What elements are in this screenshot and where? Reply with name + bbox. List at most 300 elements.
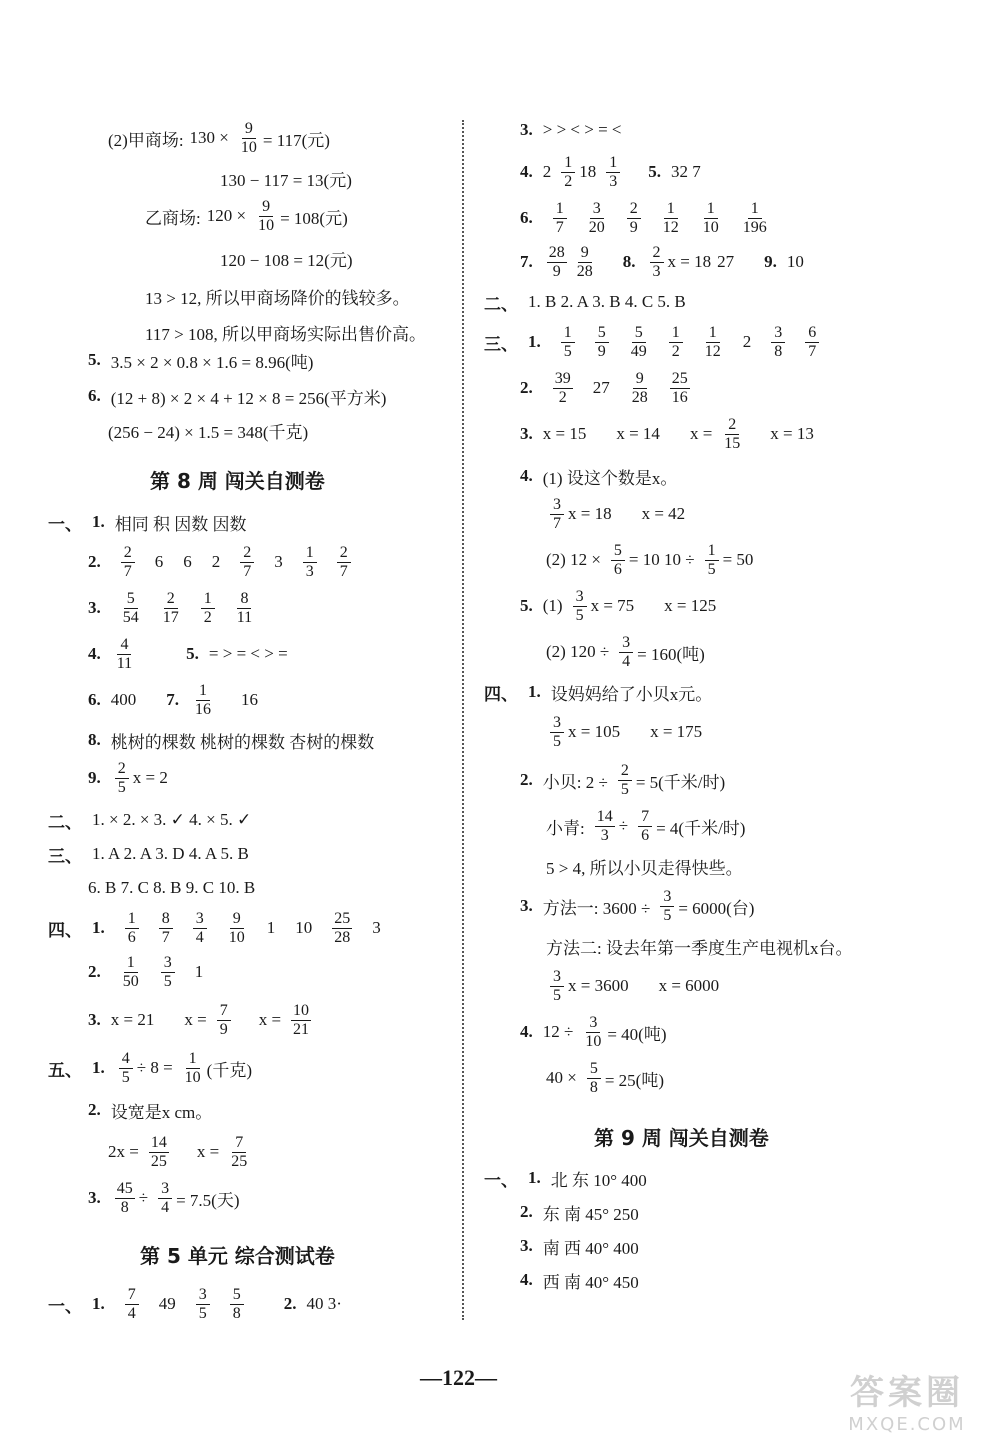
r22-b: = 40(吨) — [607, 1024, 667, 1044]
fraction — [201, 590, 215, 627]
fraction-numerator: 1 — [669, 324, 683, 343]
r20-text: 方法二: 设去年第一季度生产电视机x台。 — [546, 938, 853, 958]
fraction-denominator: 11 — [236, 608, 253, 626]
r17-fraction-1 — [595, 808, 615, 845]
fraction-numerator: 2 — [240, 544, 254, 563]
r1-text: > > < > = < — [542, 120, 622, 139]
fraction — [121, 590, 141, 627]
fraction-denominator: 7 — [123, 562, 132, 580]
fraction — [125, 910, 139, 947]
l7-num: 5. — [88, 350, 101, 369]
r2-fraction-2 — [606, 154, 620, 191]
fraction-denominator: 7 — [339, 562, 348, 580]
fraction-numerator: 5 — [230, 1286, 244, 1305]
r16-b: = 5(千米/时) — [635, 772, 726, 792]
section-heading-week8: 第 8 周 闯关自测卷 — [150, 469, 325, 493]
fraction — [240, 544, 254, 581]
fraction-denominator: 17 — [162, 608, 179, 626]
fraction — [630, 370, 650, 407]
r17-fraction-1-den: 3 — [600, 826, 609, 844]
l6-text: 117 > 108, 所以甲商场实际出售价高。 — [145, 324, 426, 344]
l3-b: = 108(元) — [280, 208, 348, 228]
fraction-numerator: 1 — [664, 200, 678, 219]
s7-num: 9. — [88, 768, 101, 787]
s4-fraction — [115, 636, 134, 673]
s16-fraction-1 — [149, 1134, 169, 1171]
fraction-numerator: 2 — [337, 544, 351, 563]
s4-num2: 5. — [186, 644, 199, 663]
fraction-denominator: 9 — [597, 342, 606, 360]
fraction-numerator: 3 — [161, 954, 175, 973]
r2-fraction-1 — [561, 154, 575, 191]
r13-b: = 160(吨) — [637, 644, 705, 664]
s7-fraction-den: 5 — [117, 778, 126, 796]
s13-c: x = — [258, 1010, 282, 1029]
answer-value: 3 — [372, 918, 381, 937]
s13-a: x = 21 — [110, 1010, 155, 1029]
r4-b: 27 — [717, 252, 735, 271]
fraction-denominator: 196 — [742, 218, 767, 236]
r2-num2: 5. — [648, 162, 661, 181]
l1-row — [108, 118, 336, 158]
r19-fraction-num: 3 — [660, 888, 674, 907]
answer-value: 3 — [274, 552, 283, 571]
column-divider — [462, 120, 464, 1320]
r8-num: 3. — [520, 424, 533, 443]
s14-sec: 五、 — [48, 1060, 82, 1080]
fraction-denominator: 7 — [161, 928, 170, 946]
s15-row — [88, 1090, 218, 1130]
r11-fraction-1-num: 5 — [611, 542, 625, 561]
answer-value: 49 — [158, 1294, 176, 1313]
s17-a: ÷ — [138, 1188, 149, 1207]
r8-b: x = 14 — [616, 424, 660, 443]
r4-fraction-1-num: 28 — [548, 243, 565, 261]
r19-num: 3. — [520, 896, 533, 915]
r11-a: (2) 12 × — [546, 550, 601, 569]
fraction-denominator: 50 — [122, 972, 139, 990]
l8-text: (12 + 8) × 2 × 4 + 12 × 8 = 256(平方米) — [110, 388, 387, 408]
r11-fraction-2-num: 1 — [705, 542, 719, 561]
fraction — [701, 200, 721, 237]
fraction-numerator: 7 — [125, 1286, 139, 1305]
s14-fraction-2-num: 1 — [186, 1050, 200, 1069]
r15-fraction-num: 3 — [550, 714, 564, 733]
s17-fraction-2-num: 3 — [158, 1180, 172, 1199]
s13-fraction-1-num: 7 — [217, 1002, 231, 1021]
fraction — [159, 910, 173, 947]
s13-row — [88, 1000, 315, 1040]
r26-text: 南 西 40° 400 — [542, 1238, 639, 1258]
r16-num: 2. — [520, 770, 533, 789]
s5-fraction-den: 16 — [195, 700, 211, 718]
answer-value: 27 — [592, 378, 610, 397]
s14-a: ÷ 8 = — [136, 1058, 173, 1077]
s17-fraction-1-num: 45 — [116, 1179, 133, 1197]
r10-fraction — [550, 496, 564, 533]
fraction-denominator: 16 — [671, 388, 688, 406]
s3-items — [111, 590, 264, 627]
r22-row — [520, 1012, 673, 1052]
r13-row — [546, 632, 711, 672]
r4-fraction-1-den: 9 — [552, 262, 561, 280]
r19-b: = 6000(台) — [678, 898, 755, 918]
r10-fraction-num: 3 — [550, 496, 564, 515]
r7-row — [520, 368, 706, 408]
fraction — [332, 910, 352, 947]
r12-row — [520, 586, 722, 626]
s7-row — [88, 758, 174, 798]
r11-c: = 50 — [722, 550, 754, 569]
fraction-numerator: 1 — [748, 200, 762, 219]
r8-fraction — [722, 416, 742, 453]
s12-row — [88, 952, 219, 992]
fraction-denominator: 8 — [232, 1304, 241, 1322]
r18-text: 5 > 4, 所以小贝走得快些。 — [546, 858, 743, 878]
fraction-numerator: 1 — [125, 910, 139, 929]
fraction — [125, 1286, 139, 1323]
l8-num: 6. — [88, 386, 101, 405]
s8-sec: 二、 — [48, 812, 82, 832]
s14-fraction-1-den: 5 — [121, 1068, 130, 1086]
r17-fraction-2-num: 7 — [638, 808, 652, 827]
fraction — [587, 200, 607, 237]
r23-a: 40 × — [546, 1068, 577, 1087]
s11-sec: 四、 — [48, 920, 82, 940]
fraction-numerator: 9 — [633, 370, 647, 389]
watermark-url: MXQE.COM — [848, 1414, 966, 1435]
l4-row — [220, 238, 359, 278]
s17-row — [88, 1178, 246, 1218]
s1-text: 相同 积 因数 因数 — [114, 514, 247, 534]
r4-row — [520, 242, 810, 282]
fraction-denominator: 3 — [305, 562, 314, 580]
fraction-numerator: 2 — [121, 544, 135, 563]
r1-num: 3. — [520, 120, 533, 139]
r14-sec: 四、 — [484, 684, 518, 704]
r11-fraction-1 — [611, 542, 625, 579]
fraction-denominator: 9 — [629, 218, 638, 236]
s16-fraction-2-num: 7 — [232, 1134, 246, 1153]
s2-items — [111, 544, 361, 581]
r19-a: 方法一: 3600 ÷ — [542, 898, 651, 918]
s6-row — [88, 720, 380, 760]
fraction — [595, 324, 609, 361]
fraction — [661, 200, 681, 237]
fraction-denominator: 5 — [163, 972, 172, 990]
r15-fraction — [550, 714, 564, 751]
section-heading-week9: 第 9 周 闯关自测卷 — [594, 1126, 769, 1150]
s9-sec: 三、 — [48, 846, 82, 866]
s16-b: x = — [196, 1142, 220, 1161]
l2-text: 130 − 117 = 13(元) — [220, 170, 352, 190]
r9-row — [520, 456, 683, 496]
r12-fraction-den: 5 — [575, 606, 584, 624]
answer-value: 1 — [266, 918, 276, 937]
l1-fraction-den: 10 — [240, 138, 257, 156]
section-heading-unit5: 第 5 单元 综合测试卷 — [140, 1244, 335, 1268]
r21-a: x = 3600 — [568, 976, 629, 995]
fraction-numerator: 1 — [704, 200, 718, 219]
r13-a: (2) 120 ÷ — [546, 642, 610, 661]
fraction — [303, 544, 317, 581]
r27-row — [520, 1260, 645, 1300]
fraction-denominator: 2 — [671, 342, 680, 360]
fraction-denominator: 28 — [334, 928, 351, 946]
r4-fraction-1 — [547, 244, 567, 281]
r11-b: = 10 10 ÷ — [628, 550, 695, 569]
fraction — [703, 324, 723, 361]
fraction — [337, 544, 351, 581]
s12-num: 2. — [88, 962, 101, 981]
s13-b: x = — [184, 1010, 207, 1029]
s5-fraction-num: 1 — [196, 682, 210, 701]
s14-fraction-2-den: 10 — [184, 1068, 201, 1086]
l5-row — [145, 276, 416, 316]
r9-num: 4. — [520, 466, 533, 485]
r15-row — [546, 712, 708, 752]
r8-a: x = 15 — [542, 424, 587, 443]
s18-sec: 一、 — [48, 1296, 82, 1316]
r2-fraction-2-den: 3 — [609, 172, 618, 190]
answer-value: 6 — [183, 552, 192, 571]
fraction-numerator: 9 — [230, 910, 244, 929]
r12-num: 5. — [520, 596, 533, 615]
s3-row — [88, 588, 270, 628]
s4-fraction-num: 4 — [117, 636, 131, 655]
r22-num: 4. — [520, 1022, 533, 1041]
r23-fraction-den: 8 — [589, 1078, 598, 1096]
r21-b: x = 6000 — [658, 976, 720, 995]
fraction-denominator: 7 — [243, 562, 252, 580]
r22-fraction-den: 10 — [585, 1032, 602, 1050]
s13-num: 3. — [88, 1010, 101, 1029]
l1-label: (2)甲商场: — [108, 130, 184, 150]
r16-row — [520, 760, 731, 800]
s17-fraction-1-den: 8 — [120, 1198, 129, 1216]
s1-sec: 一、 — [48, 514, 82, 534]
r17-fraction-1-num: 14 — [596, 807, 613, 825]
fraction — [627, 200, 641, 237]
r23-fraction-num: 5 — [587, 1060, 601, 1079]
s10-text: 6. B 7. C 8. B 9. C 10. B — [88, 878, 256, 897]
fraction — [805, 324, 819, 361]
r11-fraction-2 — [705, 542, 719, 579]
r13-fraction-num: 3 — [619, 634, 633, 653]
fraction — [670, 370, 690, 407]
s7-text: x = 2 — [132, 768, 168, 787]
r12-fraction-num: 3 — [573, 588, 587, 607]
fraction — [771, 324, 785, 361]
l3-row — [145, 196, 354, 236]
fraction-denominator: 12 — [704, 342, 721, 360]
r24-text: 北 东 10° 400 — [550, 1170, 647, 1190]
l3-a: 120 × — [206, 206, 247, 225]
r4-c: 10 — [786, 252, 804, 271]
r20-row — [546, 926, 858, 966]
watermark-logo — [832, 1370, 982, 1435]
s5-b: 16 — [241, 690, 258, 709]
s17-fraction-2 — [158, 1180, 172, 1217]
s6-text: 桃树的棵数 桃树的棵数 杏树的棵数 — [110, 732, 375, 752]
r8-fraction-num: 2 — [725, 416, 739, 435]
s12-items — [111, 954, 214, 991]
s4-fraction-den: 11 — [116, 654, 133, 672]
s16-fraction-2-den: 25 — [231, 1152, 248, 1170]
r4-a: x = 18 — [667, 252, 712, 271]
fraction-numerator: 3 — [590, 200, 604, 219]
s11-num: 1. — [92, 918, 105, 937]
r18-row — [546, 846, 749, 886]
page-number: —122— — [420, 1365, 497, 1390]
r6-row — [484, 322, 835, 362]
r24-num: 1. — [528, 1168, 541, 1187]
fraction — [553, 370, 573, 407]
r8-fraction-den: 15 — [724, 434, 741, 452]
s14-fraction-1-num: 4 — [119, 1050, 133, 1069]
r4-num: 7. — [520, 252, 533, 271]
s7-fraction — [115, 760, 129, 797]
s16-fraction-1-num: 14 — [150, 1133, 167, 1151]
fraction-denominator: 2 — [203, 608, 212, 626]
fraction-denominator: 5 — [563, 342, 572, 360]
fraction — [196, 1286, 210, 1323]
s16-a: 2x = — [108, 1142, 139, 1161]
s3-num: 3. — [88, 598, 101, 617]
r22-fraction — [583, 1014, 603, 1051]
fraction — [161, 590, 181, 627]
r15-fraction-den: 5 — [553, 732, 561, 750]
r14-num: 1. — [528, 682, 541, 701]
fraction — [121, 544, 135, 581]
r5-text: 1. B 2. A 3. B 4. C 5. B — [528, 292, 686, 311]
r10-b: x = 42 — [641, 504, 686, 523]
r15-a: x = 105 — [568, 722, 621, 741]
r5-row — [484, 282, 692, 322]
r6-num: 1. — [528, 332, 541, 351]
r2-fraction-2-num: 1 — [606, 154, 620, 173]
s17-b: = 7.5(天) — [176, 1190, 240, 1210]
r4-num3: 9. — [764, 252, 777, 271]
r17-fraction-2 — [638, 808, 652, 845]
r22-fraction-num: 3 — [586, 1014, 600, 1033]
s11-row — [48, 908, 397, 948]
fraction-numerator: 1 — [553, 200, 567, 219]
r14-row — [484, 672, 718, 712]
l9-row — [108, 410, 314, 450]
watermark-main: 答案圈 — [850, 1373, 964, 1413]
r10-fraction-den: 7 — [553, 514, 561, 532]
r25-text: 东 南 45° 250 — [542, 1204, 639, 1224]
fraction-denominator: 12 — [662, 218, 679, 236]
s18-num: 1. — [92, 1294, 105, 1313]
r3-items — [543, 200, 779, 237]
r19-fraction-den: 5 — [663, 906, 672, 924]
fraction — [235, 590, 254, 627]
s4-row — [88, 634, 294, 674]
r16-fraction-den: 5 — [620, 780, 629, 798]
r13-fraction-den: 4 — [622, 652, 631, 670]
s14-fraction-1 — [119, 1050, 133, 1087]
r15-b: x = 175 — [650, 722, 703, 741]
fraction-denominator: 8 — [774, 342, 783, 360]
r4-fraction-2-num: 9 — [578, 244, 592, 263]
r4-fraction-2-den: 28 — [576, 262, 593, 280]
l2-row — [220, 158, 358, 198]
l1-a: 130 × — [189, 128, 229, 147]
fraction-denominator: 10 — [702, 218, 719, 236]
fraction-numerator: 1 — [124, 954, 138, 973]
l7-row — [88, 340, 319, 380]
fraction — [561, 324, 575, 361]
fraction-denominator: 2 — [558, 388, 567, 406]
r2-row — [520, 152, 707, 192]
s14-b: (千克) — [206, 1060, 252, 1080]
r17-a: 小青: — [546, 818, 585, 838]
s9-text: 1. A 2. A 3. D 4. A 5. B — [92, 844, 249, 863]
fraction — [193, 910, 207, 947]
r19-row — [520, 886, 760, 926]
s5-fraction — [193, 682, 213, 719]
s14-row — [48, 1048, 258, 1088]
r7-items — [543, 370, 700, 407]
fraction-numerator: 1 — [706, 324, 720, 343]
r11-fraction-1-den: 6 — [613, 560, 622, 578]
s15-num: 2. — [88, 1100, 101, 1119]
l3-fraction-den: 10 — [258, 216, 275, 234]
s8-text: 1. × 2. × 3. ✓ 4. × 5. ✓ — [92, 810, 252, 829]
r3-row — [520, 198, 785, 238]
fraction-denominator: 5 — [198, 1304, 207, 1322]
r19-fraction — [660, 888, 674, 925]
r6-items — [551, 324, 830, 361]
r21-fraction-num: 3 — [550, 968, 564, 987]
fraction-numerator: 8 — [237, 590, 251, 609]
s1-row — [48, 502, 253, 542]
r3-num: 6. — [520, 208, 533, 227]
fraction-numerator: 5 — [124, 590, 138, 609]
fraction-numerator: 5 — [595, 324, 609, 343]
s1-num: 1. — [92, 512, 105, 531]
fraction-numerator: 3 — [771, 324, 785, 343]
r25-num: 2. — [520, 1202, 533, 1221]
r2-num: 4. — [520, 162, 533, 181]
s18-tail: 40 3· — [306, 1294, 342, 1313]
fraction — [227, 910, 247, 947]
l1-fraction-num: 9 — [242, 120, 256, 139]
l4-text: 120 − 108 = 12(元) — [220, 250, 353, 270]
s13-fraction-1 — [217, 1002, 231, 1039]
s11-items — [115, 910, 391, 947]
r2-c: 32 7 — [671, 162, 701, 181]
r24-sec: 一、 — [484, 1170, 518, 1190]
fraction-denominator: 54 — [122, 608, 139, 626]
r12-fraction — [573, 588, 587, 625]
r11-row — [546, 540, 759, 580]
fraction-numerator: 3 — [196, 1286, 210, 1305]
fraction — [230, 1286, 244, 1323]
l7-text: 3.5 × 2 × 0.8 × 1.6 = 8.96(吨) — [110, 352, 314, 372]
fraction — [629, 324, 649, 361]
fraction — [161, 954, 175, 991]
s17-fraction-1 — [115, 1180, 135, 1217]
r7-num: 2. — [520, 378, 533, 397]
r2-a: 2 — [542, 162, 552, 181]
l1-b: = 117(元) — [262, 130, 330, 150]
r17-b: ÷ — [618, 816, 629, 835]
r4-fraction-2 — [575, 244, 595, 281]
fraction-denominator: 6 — [127, 928, 136, 946]
